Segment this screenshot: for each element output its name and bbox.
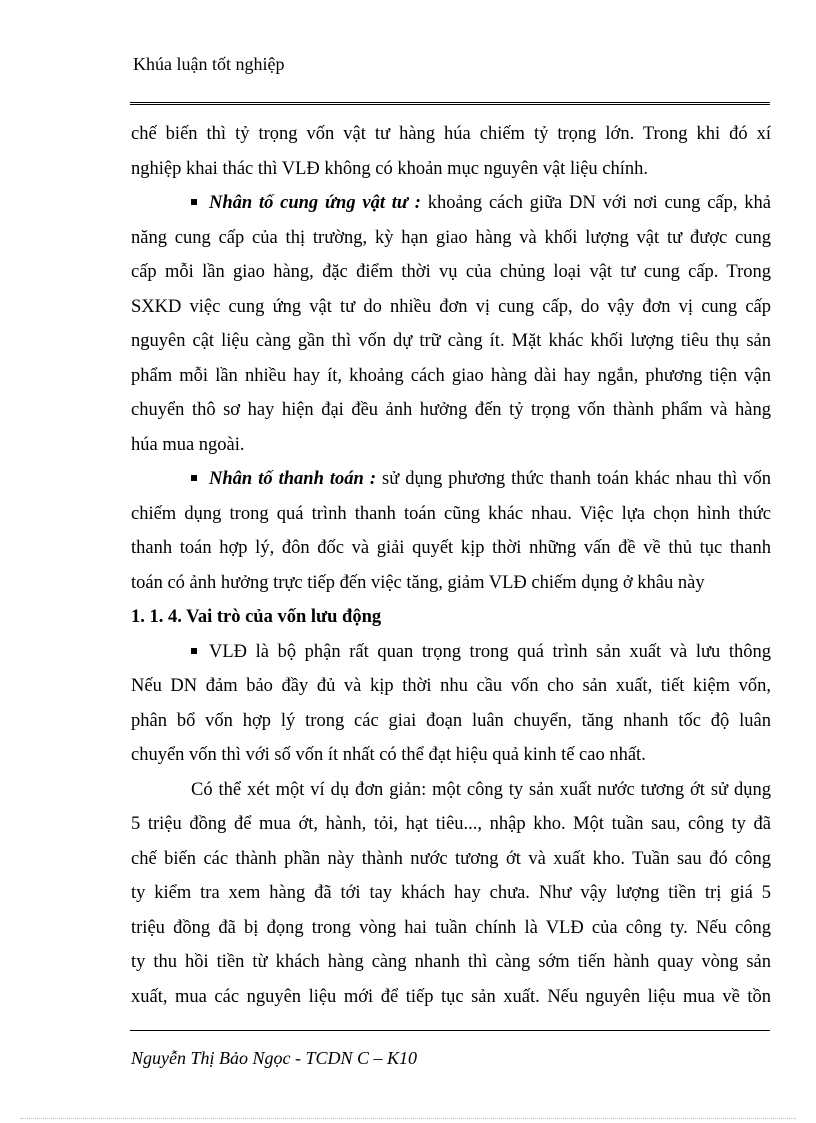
paragraph-line: ty kiểm tra xem hàng đã tới tay khách hay chưa. Như vậy lượng tiền trị giá 5 [131,883,771,903]
paragraph-line: nghiệp khai thác thì VLĐ không có khoản mục nguyên vật liệu chính. [131,158,649,179]
page-footer-author: Nguyễn Thị Bảo Ngọc - TCDN C – K10 [131,1048,418,1068]
paragraph-line: chuyển thô sơ hay hiện đại đều ảnh hưởng đến tỷ trọng vốn thành phẩm và hàng [131,400,771,420]
paragraph-line: triệu đồng đã bị đọng trong vòng hai tuần chính là VLĐ của công ty. Nếu công [131,917,771,938]
bullet-lead-term: Nhân tố thanh toán : [209,469,377,489]
paragraph-first-line: Có thể xét một ví dụ đơn giản: một công ty sản xuất nước tương ớt sử dụng [191,779,771,800]
paragraph-line: Nếu DN đảm bảo đầy đủ và kịp thời nhu cầu vốn cho sản xuất, tiết kiệm vốn, [131,676,771,696]
paragraph-line: năng cung cấp của thị trường, kỳ hạn giao hàng và khối lượng vật tư được cung [131,227,771,248]
bullet-line-text: sử dụng phương thức thanh toán khác nhau thì vốn [376,469,771,489]
paragraph-line: chuyển vốn thì với số vốn ít nhất có thể đạt hiệu quả kinh tế cao nhất. [131,745,646,765]
bullet-lead-term: Nhân tố cung ứng vật tư : [209,193,421,213]
header-divider [130,102,770,105]
square-bullet-icon [191,199,197,205]
bullet-line-text: VLĐ là bộ phận rất quan trọng trong quá trình sản xuất và lưu thông [209,641,771,662]
bullet-line-text: khoảng cách giữa DN với nơi cung cấp, khả [420,193,771,213]
paragraph-line: toán có ảnh hưởng trực tiếp đến việc tăng, giảm VLĐ chiếm dụng ở khâu này [131,572,705,593]
paragraph-line: chiếm dụng trong quá trình thanh toán cũng khác nhau. Việc lựa chọn hình thức [131,503,771,524]
paragraph-line: húa mua ngoài. [131,434,245,455]
page-bottom-edge [20,1118,796,1119]
paragraph-line: ty thu hồi tiền từ khách hàng càng nhanh thì càng sớm tiến hành quay vòng sản [131,952,771,972]
paragraph-line: SXKD việc cung ứng vật tư do nhiều đơn vị cung cấp, do vậy đơn vị cung cấp [131,296,771,317]
section-heading: 1. 1. 4. Vai trò của vốn lưu động [131,607,382,627]
bullet-paragraph-first-line [131,462,771,497]
paragraph-line: nguyên cật liệu càng gần thì vốn dự trữ càng ít. Mặt khác khối lượng tiêu thụ sản [131,331,771,351]
square-bullet-icon [191,475,197,481]
page-header-title: Khúa luận tốt nghiệp [133,54,285,74]
footer-divider [130,1030,770,1031]
paragraph-line: chế biến các thành phần này thành nước tương ớt và xuất kho. Tuần sau đó công [131,848,771,869]
paragraph-line: phân bổ vốn hợp lý trong các giai đoạn luân chuyển, tăng nhanh tốc độ luân [131,710,771,731]
paragraph-line: cấp mỗi lần giao hàng, đặc điểm thời vụ của chủng loại vật tư cung cấp. Trong [131,262,771,282]
paragraph-line: xuất, mua các nguyên liệu mới để tiếp tục sản xuất. Nếu nguyên liệu mua về tồn [131,986,771,1007]
paragraph-line: 5 triệu đồng để mua ớt, hành, tỏi, hạt tiêu..., nhập kho. Một tuần sau, công ty đã [131,814,771,834]
bullet-paragraph-first-line [131,186,771,221]
paragraph-line: thanh toán hợp lý, đôn đốc và giải quyết kịp thời những vấn đề về thủ tục thanh [131,538,771,558]
bullet-paragraph-first-line [131,635,771,670]
document-body [131,117,771,1014]
paragraph-line: chế biến thì tỷ trọng vốn vật tư hàng húa chiếm tỷ trọng lớn. Trong khi đó xí [131,124,771,144]
square-bullet-icon [191,648,197,654]
paragraph-line: phẩm mỗi lần nhiều hay ít, khoảng cách giao hàng dài hay ngắn, phương tiện vận [131,365,771,386]
